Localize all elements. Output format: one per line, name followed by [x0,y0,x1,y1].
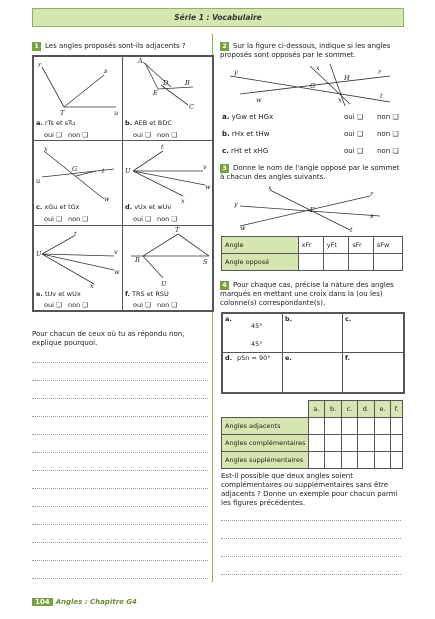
svg-text:w: w [104,195,110,203]
ex3-figure [220,186,402,234]
series-banner: Série 1 : Vocabulaire [32,8,404,27]
svg-text:t: t [74,230,77,238]
ex1-f-text: f. TRS et RSU [125,290,169,298]
ex4-followup: Est-il possible que deux angles soient complémentaires ou supplémentaires sans être adjacents ? Donne un exemple pour chacun parmi les figures précédentes. [221,472,398,507]
ex4-figures [221,312,405,394]
svg-text:T: T [60,109,65,117]
svg-text:t: t [350,226,353,234]
page-footer: 104 Angles : Chapitre G4 [32,598,137,606]
ex1-figure-b [123,57,211,117]
svg-text:w: w [256,96,262,104]
svg-text:x: x [90,282,94,288]
svg-text:s: s [104,67,108,75]
ex1-a-answers[interactable]: oui ❑ non ❑ [44,131,89,139]
ex2-figure [220,62,402,110]
svg-text:w: w [114,268,120,276]
ex4-fig-d: d. pSn = 90° [222,352,283,393]
svg-text:x: x [181,197,185,203]
ex4-fig-e: e. [282,352,343,393]
ex1-figure-c [34,141,122,203]
svg-text:x: x [268,186,272,192]
ex1-figure-d [123,141,211,203]
ex1-cell-d [122,140,213,226]
ex1-followup: Pour chacun de ceux où tu as répondu non, explique pourquoi. [32,330,185,347]
svg-text:v: v [203,163,207,171]
ex1-cell-e [33,225,123,311]
ex1-cell-a [33,56,123,141]
ex1-figure-f [123,226,211,288]
ex3-table: Angle xFr yFt sFr sFw Angle opposé [221,236,403,271]
ex1-d-text: d. vUx et wUv [125,203,172,211]
svg-text:t: t [102,167,105,175]
ex1-figure-a [34,57,122,117]
ex1-c-text: c. xGu et tGx [36,203,80,211]
svg-text:U: U [36,250,42,258]
ex1-e-text: e. tUv et wUx [36,290,81,298]
svg-text:v: v [114,248,118,256]
svg-text:U: U [161,280,167,288]
ex1-a-text: a. rTs et sTu [36,119,76,127]
ex1-b-text: b. AEB et BDC [125,119,172,127]
svg-text:H: H [344,74,350,82]
svg-text:x: x [338,96,342,104]
svg-text:x: x [44,145,48,153]
svg-text:G: G [310,82,316,90]
svg-text:A: A [138,57,143,65]
ex2-question: 2 Sur la figure ci-dessous, indique si les angles proposés sont opposés par le sommet. [220,42,391,59]
ex4-fig-a: a. 45° 45° [222,313,283,353]
svg-text:B: B [185,79,190,87]
ex1-f-answers[interactable]: oui ❑ non ❑ [133,301,178,309]
svg-text:y: y [234,68,238,76]
svg-text:E: E [153,89,158,97]
ex3-question: 3 Donne le nom de l'angle opposé par le sommet à chacun des angles suivants. [220,164,400,181]
svg-text:S: S [203,258,208,266]
ex4-question: 4 Pour chaque cas, précise la nature des angles marqués en mettant une croix dans la (ou les) colonne(s) correspondante(s). [220,281,394,307]
svg-text:x: x [316,64,320,72]
ex1-c-answers[interactable]: oui ❑ non ❑ [44,215,89,223]
svg-text:u: u [114,109,119,117]
svg-text:y: y [234,200,238,208]
ex1-e-answers[interactable]: oui ❑ non ❑ [44,301,89,309]
svg-text:u: u [36,177,41,185]
ex2-item-a: a. yGw et HGx oui ❑ non ❑ [222,113,399,121]
ex4-table: a. b. c. d. e. f. Angles adjacents Angles complémentaires Angles supplémentaires [221,400,403,469]
svg-text:R: R [135,256,140,264]
ex1-b-answers[interactable]: oui ❑ non ❑ [133,131,178,139]
ex1-question: 1 Les angles proposés sont-ils adjacents ? [32,42,210,51]
ex1-figure-e [34,226,122,288]
svg-text:C: C [189,103,194,111]
svg-text:w: w [205,183,211,191]
svg-text:G: G [72,165,78,173]
ex2-item-c: c. rHt et xHG oui ❑ non ❑ [222,147,399,155]
svg-text:F: F [310,206,315,214]
ex1-cell-b [122,56,213,141]
svg-text:r: r [38,61,42,69]
ex4-fig-f: f. [342,352,404,393]
ex1-cell-f [122,225,213,311]
svg-text:T: T [175,226,180,234]
svg-text:t: t [380,92,383,100]
svg-text:r: r [378,68,382,76]
ex1-cell-c [33,140,123,226]
svg-text:t: t [161,143,164,151]
svg-text:D: D [163,79,169,87]
svg-text:w: w [240,224,246,232]
svg-text:U: U [125,167,131,175]
svg-text:s: s [370,212,374,220]
ex4-fig-c: c. [342,313,404,353]
svg-text:r: r [370,190,374,198]
ex1-d-answers[interactable]: oui ❑ non ❑ [133,215,178,223]
ex1-figure-grid [32,55,214,312]
ex4-fig-b: b. [282,313,343,353]
ex2-item-b: b. rHx et tHw oui ❑ non ❑ [222,130,399,138]
